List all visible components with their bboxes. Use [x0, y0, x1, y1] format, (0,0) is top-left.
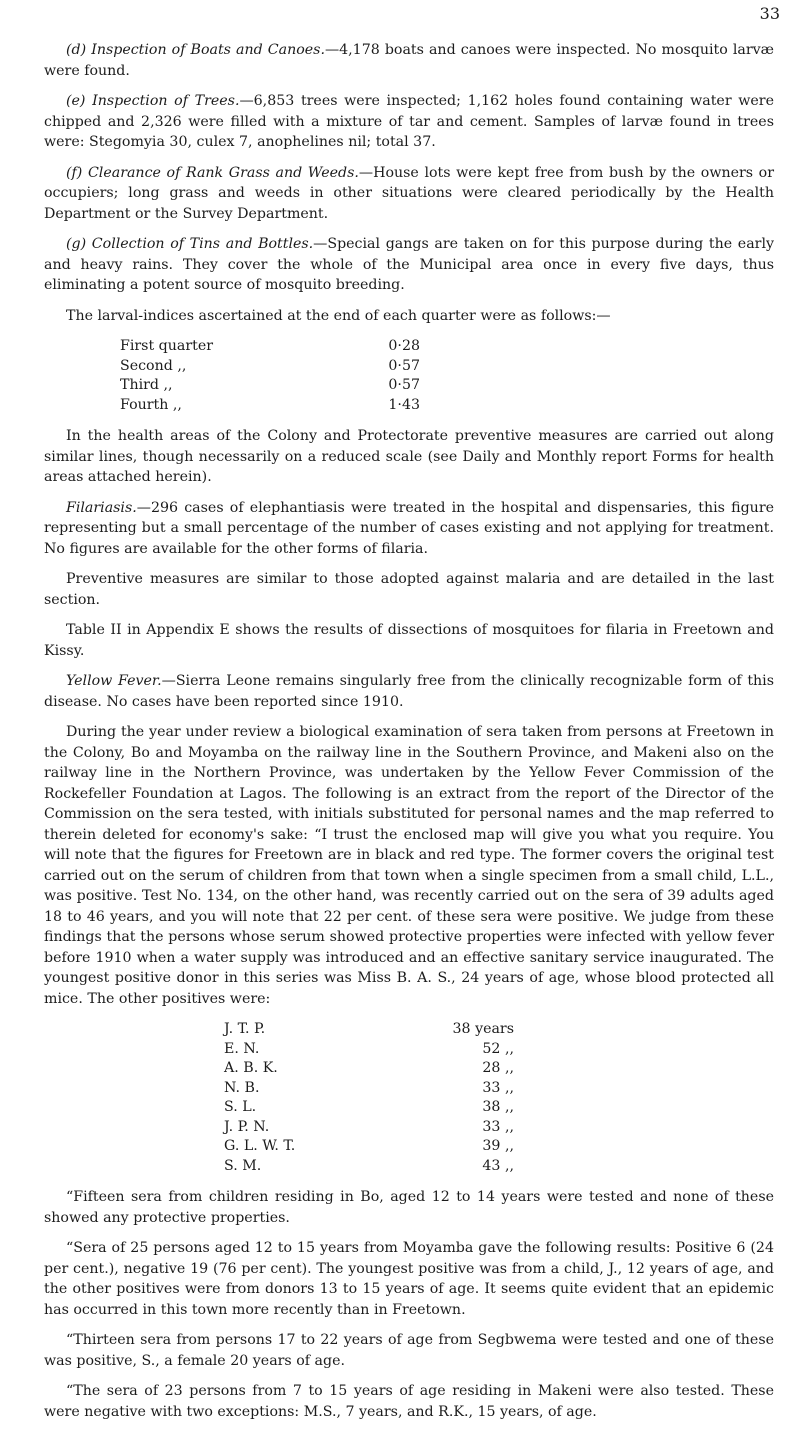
table-row	[44, 375, 774, 395]
donor-age: 33 ,,	[482, 1118, 514, 1135]
donor-initials: G. L. W. T.	[224, 1138, 296, 1154]
larval-index-table	[44, 336, 774, 414]
heading-grass: (f) Clearance of Rank Grass and Weeds.	[66, 164, 359, 181]
quarter-label: Second ,,	[120, 357, 187, 374]
quarter-value: 1·43	[388, 396, 420, 413]
heading-filariasis: Filariasis.	[66, 499, 137, 516]
paragraph-trees	[44, 91, 774, 153]
table-row	[44, 1156, 774, 1176]
text-filariasis: —296 cases of elephantiasis were treated in the hospital and dispensaries, this figure representing but a small percentage of the number of cases existing and not applying for treatment. No figures are available for the other forms of filaria.	[44, 499, 774, 557]
table-row	[44, 395, 774, 415]
page-number: 33	[759, 4, 780, 23]
donor-age: 38 years	[452, 1021, 514, 1037]
heading-trees: (e) Inspection of Trees.	[66, 93, 240, 109]
paragraph-yellow-fever	[44, 671, 774, 712]
donor-initials: S. M.	[224, 1157, 262, 1174]
paragraph-filariasis	[44, 498, 774, 560]
table-row	[44, 336, 774, 356]
paragraph-boats	[44, 40, 774, 81]
donor-initials: A. B. K.	[224, 1060, 278, 1076]
table-row	[44, 1117, 774, 1137]
text-boats: —4,178 boats and canoes were inspected. No mosquito larvæ were found.	[44, 42, 775, 79]
heading-boats: (d) Inspection of Boats and Canoes.	[66, 42, 325, 58]
paragraph-bo-sera: “Fifteen sera from children residing in Bo, aged 12 to 14 years were tested and none of these showed any protective properties.	[44, 1189, 774, 1226]
donor-age: 39 ,,	[482, 1138, 514, 1154]
positive-donors-table	[44, 1019, 774, 1175]
text-yellow-fever: —Sierra Leone remains singularly free from the clinically recognizable form of this disease. No cases have been reported since 1910.	[44, 673, 775, 710]
table-row	[44, 1136, 774, 1156]
donor-initials: J. T. P.	[224, 1021, 266, 1037]
donor-age: 38 ,,	[482, 1099, 514, 1115]
paragraph-larval-indices: The larval-indices ascertained at the end of each quarter were as follows:—	[66, 307, 611, 324]
donor-initials: S. L.	[224, 1099, 257, 1115]
table-row	[44, 1078, 774, 1098]
donor-initials: J. P. N.	[224, 1118, 270, 1135]
donor-age: 28 ,,	[482, 1060, 514, 1076]
table-row	[44, 1058, 774, 1078]
paragraph-segbwema-sera: “Thirteen sera from persons 17 to 22 years of age from Segbwema were tested and one of these was positive, S., a female 20 years of age.	[44, 1332, 774, 1369]
table-row	[44, 1039, 774, 1059]
table-row	[44, 356, 774, 376]
paragraph-health-areas: In the health areas of the Colony and Protectorate preventive measures are carried out along similar lines, though necessarily on a reduced scale (see Daily and Monthly report Forms for health areas attached herein).	[44, 428, 774, 485]
donor-age: 52 ,,	[482, 1040, 514, 1057]
paragraph-biological-exam: During the year under review a biological examination of sera taken from persons at Freetown in the Colony, Bo and Moyamba on the railway line in the Southern Province, and Makeni also on the railway line in the Northern Province, was undertaken by the Yellow Fever Commission of the Rockefeller Foundation at Lagos. The following is an extract from the report of the Director of the Commission on the sera tested, with initials substituted for personal names and the map referred to therein deleted for economy's sake: “I trust the enclosed map will give you what you require. You will note that the figures for Freetown are in black and red type. The former covers the original test carried out on the serum of children from that town when a single specimen from a small child, L.L., was positive. Test No. 134, on the other hand, was recently carried out on the sera of 39 adults aged 18 to 46 years, and you will note that 22 per cent. of these sera were positive. We judge from these findings that the persons whose serum showed protective properties were infected with yellow fever before 1910 when a water supply was introduced and an effective sanitary service inaugurated. The youngest positive donor in this series was Miss B. A. S., 24 years of age, whose blood protected all mice. The other positives were:	[44, 724, 774, 1007]
table-row	[44, 1019, 774, 1039]
text-trees: —6,853 trees were inspected; 1,162 holes found containing water were chipped and 2,326 were filled with a mixture of tar and cement. Samples of larvæ found in trees were: Stegomyia 30, culex 7, anophelines nil; total 37.	[44, 93, 774, 150]
heading-yellow-fever: Yellow Fever.	[66, 673, 162, 689]
paragraph-preventive: Preventive measures are similar to those adopted against malaria and are detailed in the last section.	[44, 571, 774, 608]
paragraph-moyamba-sera: “Sera of 25 persons aged 12 to 15 years from Moyamba gave the following results: Positive 6 (24 per cent.), negative 19 (76 per cent). The youngest positive was from a child, J., 12 years of age, and the other positives were from donors 13 to 15 years of age. It seems quite evident that an epidemic has occurred in this town more recently than in Freetown.	[44, 1240, 774, 1318]
paragraph-makeni-sera: “The sera of 23 persons from 7 to 15 years of age residing in Makeni were also tested. These were negative with two exceptions: M.S., 7 years, and R.K., 15 years, of age.	[44, 1383, 774, 1420]
paragraph-tins	[44, 234, 774, 296]
donor-initials: N. B.	[224, 1079, 260, 1096]
paragraph-table-ii: Table II in Appendix E shows the results of dissections of mosquitoes for filaria in Freetown and Kissy.	[44, 622, 774, 659]
quarter-value: 0·28	[388, 338, 420, 354]
heading-tins: (g) Collection of Tins and Bottles.	[66, 236, 314, 252]
quarter-label: First quarter	[120, 338, 213, 354]
donor-initials: E. N.	[224, 1040, 260, 1057]
table-row	[44, 1097, 774, 1117]
quarter-label: Fourth ,,	[120, 396, 182, 413]
quarter-label: Third ,,	[120, 377, 173, 393]
quarter-value: 0·57	[388, 377, 420, 393]
paragraph-grass	[44, 163, 774, 225]
text-grass: —House lots were kept free from bush by the owners or occupiers; long grass and weeds in other situations were cleared periodically by the Health Department or the Survey Department.	[44, 164, 774, 222]
donor-age: 33 ,,	[482, 1079, 514, 1096]
quarter-value: 0·57	[388, 357, 420, 374]
text-tins: —Special gangs are taken on for this purpose during the early and heavy rains. They cover the whole of the Municipal area once in every five days, thus eliminating a potent source of mosquito breeding.	[44, 236, 774, 293]
document-body	[44, 40, 774, 1432]
donor-age: 43 ,,	[482, 1157, 514, 1174]
